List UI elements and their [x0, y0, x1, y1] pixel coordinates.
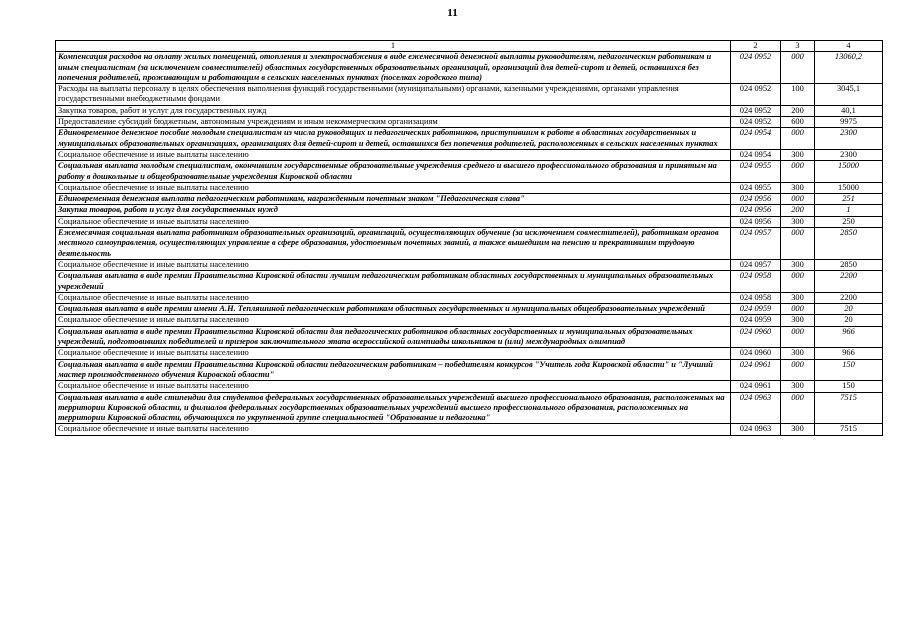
table-row: [56, 149, 883, 160]
row-code-cell: 024 0952: [731, 84, 781, 106]
row-type-cell: 300: [781, 381, 815, 392]
row-sum-cell: 13060,2: [815, 52, 883, 84]
table-row: [56, 52, 883, 84]
column-header-code: 2: [731, 41, 781, 52]
row-code-cell: 024 0958: [731, 271, 781, 293]
row-type-cell: 000: [781, 359, 815, 381]
row-type-cell: 300: [781, 149, 815, 160]
row-code-cell: 024 0961: [731, 381, 781, 392]
row-sum-cell: 15000: [815, 161, 883, 183]
table-row: [56, 359, 883, 381]
row-name-cell: Социальное обеспечение и иные выплаты населению: [56, 292, 731, 303]
row-type-cell: 200: [781, 105, 815, 116]
table-row: [56, 161, 883, 183]
row-name-cell: Социальная выплата в виде премии Правительства Кировской области лучшим педагогическим работникам областных государственных и муниципальных образовательных учреждений: [56, 271, 731, 293]
row-code-cell: 024 0957: [731, 228, 781, 260]
row-code-cell: 024 0954: [731, 149, 781, 160]
row-name-cell: Социальное обеспечение и иные выплаты населению: [56, 216, 731, 227]
row-type-cell: 100: [781, 84, 815, 106]
row-type-cell: 000: [781, 194, 815, 205]
table-row: [56, 228, 883, 260]
row-sum-cell: 2300: [815, 128, 883, 150]
row-code-cell: 024 0952: [731, 52, 781, 84]
row-code-cell: 024 0960: [731, 348, 781, 359]
row-code-cell: 024 0955: [731, 161, 781, 183]
row-sum-cell: 20: [815, 304, 883, 315]
table-row: [56, 315, 883, 326]
row-code-cell: 024 0956: [731, 205, 781, 216]
table-row: [56, 304, 883, 315]
table-row: [56, 424, 883, 435]
row-sum-cell: 20: [815, 315, 883, 326]
row-type-cell: 000: [781, 128, 815, 150]
row-name-cell: Социальное обеспечение и иные выплаты населению: [56, 182, 731, 193]
row-name-cell: Социальная выплата в виде премии имени А.Н. Тепляшиной педагогическим работникам областных государственных и муниципальных общеобразовательных учреждений: [56, 304, 731, 315]
row-name-cell: Социальное обеспечение и иные выплаты населению: [56, 424, 731, 435]
row-sum-cell: 7515: [815, 424, 883, 435]
row-type-cell: 000: [781, 52, 815, 84]
row-code-cell: 024 0963: [731, 424, 781, 435]
table-row: [56, 259, 883, 270]
row-code-cell: 024 0952: [731, 117, 781, 128]
budget-table: [55, 40, 883, 436]
column-header-sum: 4: [815, 41, 883, 52]
row-sum-cell: 2850: [815, 259, 883, 270]
table-header-row: [56, 41, 883, 52]
table-row: [56, 381, 883, 392]
row-code-cell: 024 0963: [731, 392, 781, 424]
table-row: [56, 117, 883, 128]
table-row: [56, 326, 883, 348]
row-code-cell: 024 0954: [731, 128, 781, 150]
table-row: [56, 84, 883, 106]
row-code-cell: 024 0958: [731, 292, 781, 303]
table-row: [56, 205, 883, 216]
table-row: [56, 392, 883, 424]
row-code-cell: 024 0952: [731, 105, 781, 116]
row-sum-cell: 15000: [815, 182, 883, 193]
row-name-cell: Закупка товаров, работ и услуг для государственных нужд: [56, 105, 731, 116]
table-row: [56, 271, 883, 293]
row-type-cell: 000: [781, 271, 815, 293]
row-name-cell: Социальное обеспечение и иные выплаты населению: [56, 315, 731, 326]
table-row: [56, 128, 883, 150]
row-sum-cell: 2300: [815, 149, 883, 160]
row-sum-cell: 9975: [815, 117, 883, 128]
table-row: [56, 216, 883, 227]
row-sum-cell: 2200: [815, 271, 883, 293]
row-type-cell: 600: [781, 117, 815, 128]
row-type-cell: 000: [781, 392, 815, 424]
row-name-cell: Единовременное денежное пособие молодым специалистам из числа руководящих и педагогических работников, приступившим к работе в областных государственных и муниципальных образовательных организациях, организациях для детей-сирот и детей, оставшихся без попечения родителей, расположенных в сельских населенных пунктах: [56, 128, 731, 150]
table-body: [56, 52, 883, 435]
row-code-cell: 024 0959: [731, 315, 781, 326]
row-name-cell: Социальная выплата в виде премии Правительства Кировской области педагогическим работникам – победителям конкурсов "Учитель года Кировской области" и "Лучший мастер производственного обучения Кировской области": [56, 359, 731, 381]
row-sum-cell: 250: [815, 216, 883, 227]
row-sum-cell: 150: [815, 359, 883, 381]
table-row: [56, 182, 883, 193]
row-code-cell: 024 0956: [731, 194, 781, 205]
row-type-cell: 000: [781, 326, 815, 348]
row-name-cell: Закупка товаров, работ и услуг для государственных нужд: [56, 205, 731, 216]
row-type-cell: 300: [781, 292, 815, 303]
row-type-cell: 300: [781, 315, 815, 326]
row-sum-cell: 3045,1: [815, 84, 883, 106]
row-type-cell: 300: [781, 182, 815, 193]
table-row: [56, 348, 883, 359]
row-type-cell: 300: [781, 348, 815, 359]
row-sum-cell: 966: [815, 326, 883, 348]
row-name-cell: Социальное обеспечение и иные выплаты населению: [56, 259, 731, 270]
row-code-cell: 024 0961: [731, 359, 781, 381]
column-header-name: 1: [56, 41, 731, 52]
page-number: 11: [447, 7, 458, 19]
table-row: [56, 105, 883, 116]
row-type-cell: 300: [781, 259, 815, 270]
row-name-cell: Расходы на выплаты персоналу в целях обеспечения выполнения функций государственными (муниципальными) органами, казенными учреждениями, органами управления государственными внебюджетными фондами: [56, 84, 731, 106]
row-code-cell: 024 0957: [731, 259, 781, 270]
row-code-cell: 024 0959: [731, 304, 781, 315]
row-sum-cell: 7515: [815, 392, 883, 424]
row-name-cell: Предоставление субсидий бюджетным, автономным учреждениям и иным некоммерческим организациям: [56, 117, 731, 128]
column-header-type: 3: [781, 41, 815, 52]
row-type-cell: 300: [781, 216, 815, 227]
row-sum-cell: 2200: [815, 292, 883, 303]
row-code-cell: 024 0955: [731, 182, 781, 193]
row-name-cell: Социальная выплата в виде стипендии для студентов федеральных государственных образовательных учреждений высшего профессионального образования, расположенных на территории Кировской области, и филиалов федеральных государственных образовательных учреждений высшего профессионального образования, расположенных на территории Кировской области, обучающихся по укрупненной группе специальностей "Образование и педагогика": [56, 392, 731, 424]
row-type-cell: 200: [781, 205, 815, 216]
row-type-cell: 000: [781, 228, 815, 260]
row-type-cell: 300: [781, 424, 815, 435]
row-name-cell: Социальная выплата в виде премии Правительства Кировской области для педагогических работников областных государственных и муниципальных образовательных учреждений, подготовивших победителей и призеров заключительного этапа всероссийской олимпиады школьников и (или) международных олимпиад: [56, 326, 731, 348]
row-type-cell: 000: [781, 161, 815, 183]
row-name-cell: Социальная выплата молодым специалистам, окончившим государственные образовательные учреждения среднего и высшего профессионального образования и принятым на работу в дошкольные и общеобразовательные учреждения Кировской области: [56, 161, 731, 183]
row-sum-cell: 2850: [815, 228, 883, 260]
row-name-cell: Социальное обеспечение и иные выплаты населению: [56, 348, 731, 359]
row-name-cell: Единовременная денежная выплата педагогическим работникам, награжденным почетным знаком "Педагогическая слава": [56, 194, 731, 205]
row-sum-cell: 251: [815, 194, 883, 205]
table-row: [56, 292, 883, 303]
row-name-cell: Компенсация расходов на оплату жилых помещений, отопления и электроснабжения в виде ежемесячной денежной выплаты руководителям, педагогическим работникам и иным специалистам (за исключением совместителей) областных государственных образовательных организаций, организаций для детей-сирот и детей, оставшихся без попечения родителей, проживающим и работающим в сельских населенных пунктах (поселках городского типа): [56, 52, 731, 84]
row-name-cell: Социальное обеспечение и иные выплаты населению: [56, 381, 731, 392]
row-name-cell: Социальное обеспечение и иные выплаты населению: [56, 149, 731, 160]
row-sum-cell: 150: [815, 381, 883, 392]
row-code-cell: 024 0960: [731, 326, 781, 348]
row-name-cell: Ежемесячная социальная выплата работникам образовательных организаций, организаций, осуществляющих обучение (за исключением совместителей), работникам органов местного самоуправления, осуществляющих управление в сфере образования, удостоенным почетных званий, а также вышедшим на пенсию и прекратившим трудовую деятельность: [56, 228, 731, 260]
row-sum-cell: 966: [815, 348, 883, 359]
row-sum-cell: 1: [815, 205, 883, 216]
table-row: [56, 194, 883, 205]
row-sum-cell: 40,1: [815, 105, 883, 116]
row-code-cell: 024 0956: [731, 216, 781, 227]
row-type-cell: 000: [781, 304, 815, 315]
